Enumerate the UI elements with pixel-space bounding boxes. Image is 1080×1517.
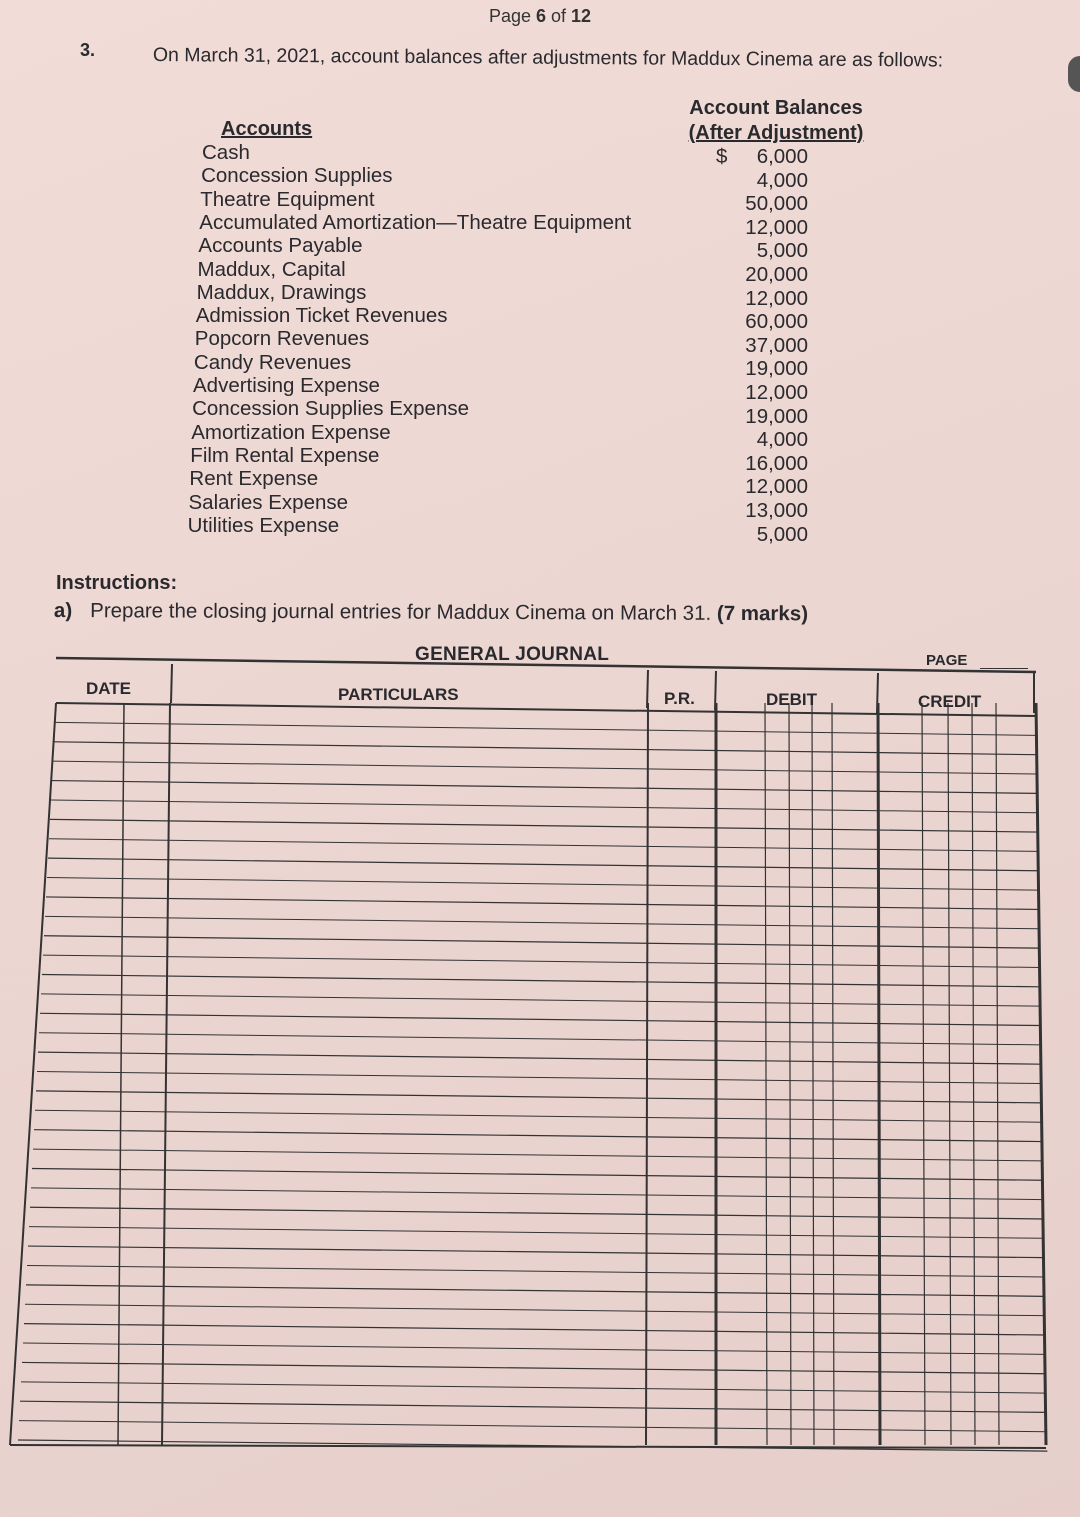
account-name: Popcorn Revenues (194, 327, 370, 351)
header-sep-pr (647, 670, 648, 708)
credit-digit-column (996, 703, 999, 1445)
grid-header-bottom (56, 703, 1036, 716)
question-text: On March 31, 2021, account balances after adjustments for Maddux Cinema are as follows: (152, 44, 944, 72)
account-name: Theatre Equipment (200, 187, 375, 211)
column-header-debit: DEBIT (766, 690, 817, 709)
question-number: 3. (80, 40, 96, 60)
journal-row-line (46, 897, 1039, 910)
accounts-column-heading: Accounts (221, 118, 313, 140)
account-amount: 6,000 (756, 145, 808, 168)
currency-symbol: $ (716, 145, 728, 168)
account-amount: 19,000 (745, 357, 808, 381)
journal-row-line (42, 975, 1040, 987)
journal-row-line (22, 1362, 1046, 1373)
journal-row-line (37, 1072, 1042, 1084)
journal-row-line (50, 819, 1038, 832)
journal-row-line (43, 955, 1040, 967)
journal-row-line (51, 800, 1038, 813)
instructions-heading: Instructions: (56, 572, 178, 594)
journal-row-line (30, 1207, 1044, 1219)
journal-row-line (29, 1227, 1044, 1239)
account-amount: 37,000 (745, 333, 808, 357)
journal-row-line (32, 1168, 1043, 1180)
journal-row-line (45, 916, 1039, 928)
account-name: Admission Ticket Revenues (195, 304, 448, 328)
journal-row-line (26, 1285, 1045, 1297)
journal-row-line (41, 994, 1041, 1006)
journal-row-line (20, 1401, 1047, 1412)
column-header-pr: P.R. (664, 689, 695, 708)
date-particulars-divider (162, 703, 170, 1445)
account-name: Concession Supplies (201, 164, 393, 188)
grid-left-border (10, 703, 56, 1445)
journal-row-line (54, 742, 1037, 755)
account-name: Salaries Expense (188, 490, 349, 514)
journal-row-line (28, 1246, 1044, 1258)
journal-row-line (25, 1304, 1045, 1315)
account-amount: 4,000 (756, 168, 808, 192)
journal-row-line (44, 936, 1040, 948)
part-marks: (7 marks) (716, 601, 809, 626)
journal-row-line (53, 761, 1037, 774)
journal-row-line (21, 1382, 1047, 1393)
account-name: Amortization Expense (191, 420, 391, 444)
account-amount: 12,000 (745, 286, 808, 310)
journal-row-line (24, 1324, 1046, 1335)
balance-heading-line2: (After Adjustment) (688, 122, 864, 144)
journal-row-line (52, 781, 1037, 794)
account-amount: 13,000 (745, 499, 808, 522)
account-name: Utilities Expense (187, 513, 340, 537)
page-number: Page 6 of 12 (488, 6, 592, 26)
date-month-divider (118, 703, 124, 1445)
page-current: 6 (535, 6, 546, 26)
account-amount: 50,000 (745, 192, 808, 216)
account-amount: 4,000 (756, 428, 808, 452)
account-amount: 20,000 (745, 263, 808, 286)
particulars-pr-divider (646, 703, 648, 1445)
account-name: Maddux, Capital (197, 257, 346, 281)
journal-row-line (36, 1091, 1042, 1103)
journal-row-line (33, 1149, 1043, 1161)
grid-top-border (56, 658, 1036, 672)
debit-digit-column (832, 703, 834, 1445)
account-amount: 12,000 (745, 475, 808, 499)
journal-row-line (19, 1421, 1047, 1432)
account-name: Maddux, Drawings (196, 280, 367, 304)
journal-row-line (27, 1265, 1045, 1277)
account-amount: 12,000 (745, 381, 808, 404)
account-amount: 12,000 (745, 215, 808, 239)
account-name: Rent Expense (189, 467, 319, 491)
account-amount: 16,000 (745, 451, 808, 475)
debit-credit-divider (878, 703, 880, 1445)
journal-row-line (34, 1130, 1043, 1142)
account-name: Cash (202, 141, 250, 164)
debit-digit-column (789, 703, 791, 1445)
journal-row-line (40, 1013, 1041, 1025)
journal-row-line (35, 1110, 1042, 1122)
account-name: Candy Revenues (193, 350, 352, 374)
column-header-particulars: PARTICULARS (338, 685, 459, 704)
journal-row-line (48, 858, 1038, 871)
grid-right-border (1036, 703, 1046, 1445)
account-amount: 60,000 (745, 310, 808, 334)
journal-row-line (49, 839, 1038, 852)
column-header-date: DATE (86, 679, 132, 698)
account-amount: 19,000 (745, 404, 808, 428)
part-text: Prepare the closing journal entries for Maddux Cinema on March 31. (90, 599, 717, 625)
account-amount: 5,000 (756, 239, 808, 263)
journal-row-line (23, 1343, 1046, 1354)
account-name: Concession Supplies Expense (192, 397, 470, 421)
journal-row-line (47, 878, 1039, 891)
account-amount: 5,000 (756, 522, 808, 546)
part-label: a) (53, 599, 73, 623)
account-name: Accumulated Amortization—Theatre Equipment (199, 210, 632, 234)
journal-row-line (55, 722, 1036, 735)
balance-heading-line1: Account Balances (689, 97, 863, 119)
journal-row-line (31, 1188, 1044, 1200)
account-name: Accounts Payable (198, 234, 363, 258)
journal-page-label: PAGE (926, 652, 968, 669)
header-sep-date (171, 664, 172, 703)
journal-row-line (39, 1033, 1041, 1045)
journal-row-line (38, 1052, 1041, 1064)
journal-title: GENERAL JOURNAL (415, 644, 610, 665)
debit-digit-column (812, 703, 814, 1445)
column-header-credit: CREDIT (918, 692, 982, 711)
page-total: 12 (571, 6, 592, 26)
account-name: Film Rental Expense (190, 443, 380, 467)
account-name: Advertising Expense (193, 374, 380, 397)
debit-digit-column (765, 703, 767, 1445)
